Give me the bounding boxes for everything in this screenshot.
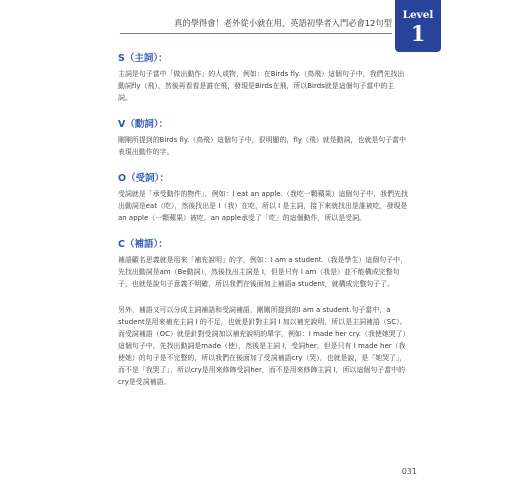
subject-heading: S（主詞）： — [118, 53, 168, 64]
object-heading: O（受詞）： — [118, 173, 169, 184]
page-header — [0, 0, 520, 56]
complement-section — [118, 238, 408, 290]
header-divider — [120, 33, 392, 34]
verb-section — [118, 118, 408, 158]
verb-heading: V（動詞）： — [118, 119, 169, 130]
complement-types-paragraph: 另外，補語又可以分成主詞補語和受詞補語，剛剛所提到的I am a student.句子當中，a student是用來補充主詞 I 的不足，也就是針對主詞 I 加以補充說明，所以是主詞補語（SC）。而受詞補語（OC）就是針對受詞加以補充說明的單字，例如：I made her cry.（我使她哭了）這個句子中，先找出動詞是made（使），然後是主詞 I，受詞her，但是只有 I made her（我使她）的句子是不完整的，所以我們在後面加了受詞補語cry（哭），也就是說，是「她哭了」，而不是「我哭了」，所以cry是用來修飾受詞her，而不是用來修飾主詞 I，所以這個句子當中的cry是受詞補語。 — [118, 306, 407, 386]
page-content — [118, 52, 408, 402]
object-paragraph: 受詞就是「承受動作的物件」，例如：I eat an apple.（我吃一顆蘋果）這個句子中，我們先找出動詞是eat（吃），然後找出是 I（我）在吃，所以 I 是主詞，接下來就找出是誰被吃，發現是an apple（一顆蘋果）被吃，an apple承受了「吃」的這個動作，所以是受詞。 — [118, 190, 408, 222]
level-number: 1 — [410, 21, 426, 46]
level-label: Level — [402, 9, 434, 21]
complement-types-section — [118, 304, 408, 388]
complement-paragraph: 補語顧名思義就是用來「補充說明」的字，例如：I am a student.（我是學生）這個句子中，先找出動詞是am（Be動詞），然後找出主詞是 I，但是只有 I am（我是）並不能構成完整句子，也就是說句子意義不明確，所以我們在後面加上補語a student，就構成完整句子了。 — [118, 256, 408, 288]
object-section — [118, 172, 408, 224]
book-title: 真的學得會！老外從小就在用，英語初學者入門必會12句型 — [174, 18, 392, 28]
complement-heading: C（補語）： — [118, 239, 168, 250]
verb-paragraph: 剛剛所提到的Birds fly.（鳥飛）這個句子中，很明顯的，fly（飛）就是動詞，也就是句子當中表現出動作的字。 — [118, 136, 407, 156]
page-number: 031 — [401, 467, 417, 476]
subject-section — [118, 52, 408, 104]
subject-paragraph: 主詞是句子當中「做出動作」的人或物，例如：在Birds fly.（鳥飛）這個句子中，我們先找出動詞fly（飛），然後再看看是誰在飛，發現是Birds在飛，所以Birds就是這個句子當中的主詞。 — [118, 70, 405, 102]
level-badge — [395, 0, 441, 52]
